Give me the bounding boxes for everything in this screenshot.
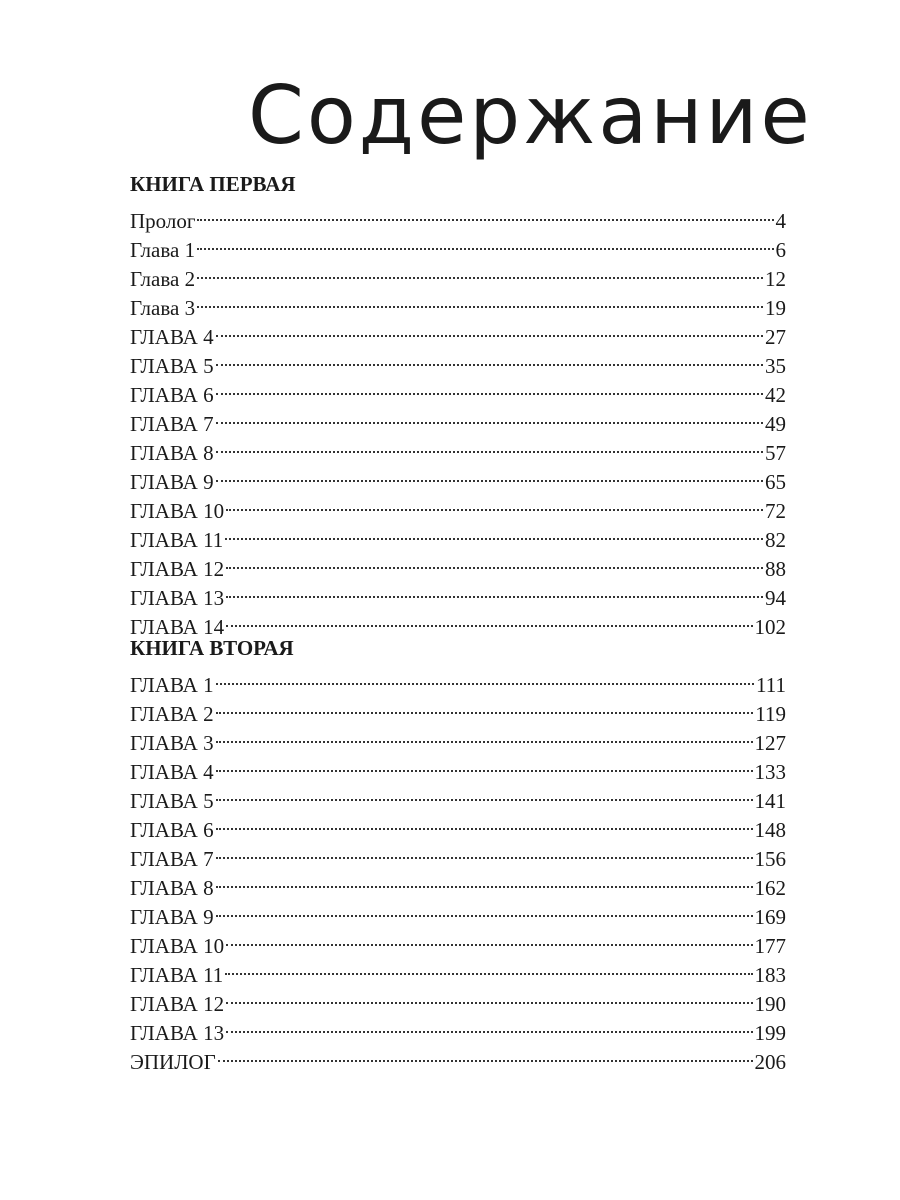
toc-entry-label: ГЛАВА 10 — [130, 934, 225, 958]
toc-entry-label: ГЛАВА 1 — [130, 673, 214, 697]
dot-leader — [226, 924, 752, 953]
toc-entry — [130, 257, 786, 291]
dot-leader — [226, 489, 763, 518]
toc-entry-label: ЭПИЛОГ — [130, 1050, 216, 1074]
toc-entry-page-number: 102 — [754, 615, 786, 639]
toc-entry-page-number: 183 — [754, 963, 786, 987]
toc-entry-label: ГЛАВА 7 — [130, 412, 214, 436]
dot-leader — [216, 750, 753, 779]
toc-entry-label: ГЛАВА 9 — [130, 470, 214, 494]
dot-leader — [216, 431, 763, 460]
toc-entry-page-number: 133 — [754, 760, 786, 784]
toc-entry-label: ГЛАВА 11 — [130, 963, 224, 987]
dot-leader — [197, 286, 763, 315]
toc-entry-page-number: 88 — [765, 557, 786, 581]
dot-leader — [226, 576, 763, 605]
toc-entry-page-number: 177 — [754, 934, 786, 958]
toc-entry — [130, 721, 786, 755]
toc-entry — [130, 431, 786, 465]
toc-entry — [130, 1011, 786, 1045]
dot-leader — [216, 460, 763, 489]
toc-entry — [130, 576, 786, 610]
book-heading: КНИГА ВТОРАЯ — [130, 636, 294, 660]
toc-entry-page-number: 141 — [754, 789, 786, 813]
toc-entry-label: ГЛАВА 4 — [130, 760, 214, 784]
toc-entry — [130, 344, 786, 378]
dot-leader — [225, 518, 763, 547]
dot-leader — [197, 228, 773, 257]
toc-entry-label: ГЛАВА 12 — [130, 992, 225, 1016]
dot-leader — [216, 402, 763, 431]
toc-entry-label: ГЛАВА 5 — [130, 789, 214, 813]
dot-leader — [216, 866, 753, 895]
toc-entry — [130, 1040, 786, 1074]
toc-entry-label: ГЛАВА 14 — [130, 615, 225, 639]
dot-leader — [226, 605, 752, 634]
dot-leader — [216, 344, 763, 373]
toc-entry-label: ГЛАВА 12 — [130, 557, 225, 581]
dot-leader — [226, 982, 752, 1011]
dot-leader — [216, 895, 753, 924]
toc-entry-page-number: 19 — [765, 296, 786, 320]
toc-entry — [130, 402, 786, 436]
toc-entry-label: ГЛАВА 6 — [130, 383, 214, 407]
toc-entry — [130, 663, 786, 697]
toc-entry-page-number: 35 — [765, 354, 786, 378]
toc-entry — [130, 924, 786, 958]
toc-entry — [130, 373, 786, 407]
toc-entry-label: ГЛАВА 5 — [130, 354, 214, 378]
toc-entry-page-number: 119 — [755, 702, 786, 726]
toc-entry — [130, 228, 786, 262]
page-title: Содержание — [248, 69, 813, 162]
dot-leader — [226, 1011, 752, 1040]
toc-entry — [130, 750, 786, 784]
toc-entry — [130, 605, 786, 639]
toc-entry-label: ГЛАВА 8 — [130, 441, 214, 465]
toc-entry-label: ГЛАВА 7 — [130, 847, 214, 871]
toc-entry — [130, 837, 786, 871]
dot-leader — [216, 808, 753, 837]
dot-leader — [216, 779, 753, 808]
toc-entry-page-number: 127 — [754, 731, 786, 755]
toc-entry — [130, 982, 786, 1016]
toc-entry-page-number: 148 — [754, 818, 786, 842]
toc-entry — [130, 953, 786, 987]
toc-entry — [130, 866, 786, 900]
toc-entry — [130, 315, 786, 349]
toc-entry-page-number: 72 — [765, 499, 786, 523]
toc-entry-label: ГЛАВА 4 — [130, 325, 214, 349]
toc-entry — [130, 547, 786, 581]
toc-entry-label: Глава 2 — [130, 267, 196, 291]
dot-leader — [216, 721, 753, 750]
toc-entry-page-number: 169 — [754, 905, 786, 929]
table-of-contents — [130, 170, 786, 1074]
toc-entry-page-number: 199 — [754, 1021, 786, 1045]
dot-leader — [216, 315, 763, 344]
toc-entry-page-number: 162 — [754, 876, 786, 900]
dot-leader — [216, 373, 763, 402]
toc-entry-page-number: 27 — [765, 325, 786, 349]
toc-entry-label: Глава 1 — [130, 238, 196, 262]
toc-entry-page-number: 82 — [765, 528, 786, 552]
dot-leader — [216, 663, 754, 692]
toc-entry-page-number: 57 — [765, 441, 786, 465]
dot-leader — [197, 199, 773, 228]
dot-leader — [216, 692, 754, 721]
dot-leader — [226, 547, 763, 576]
toc-entry-label: ГЛАВА 9 — [130, 905, 214, 929]
dot-leader — [218, 1040, 753, 1069]
toc-entry-page-number: 4 — [775, 209, 786, 233]
toc-entry-page-number: 42 — [765, 383, 786, 407]
toc-entry-label: Глава 3 — [130, 296, 196, 320]
book-heading: КНИГА ПЕРВАЯ — [130, 172, 296, 196]
toc-entry-label: ГЛАВА 3 — [130, 731, 214, 755]
toc-entry-page-number: 12 — [765, 267, 786, 291]
toc-entry-label: ГЛАВА 13 — [130, 586, 225, 610]
toc-entry-page-number: 111 — [756, 673, 786, 697]
dot-leader — [216, 837, 753, 866]
toc-entry — [130, 489, 786, 523]
toc-entry-label: ГЛАВА 13 — [130, 1021, 225, 1045]
toc-entry — [130, 779, 786, 813]
dot-leader — [225, 953, 752, 982]
toc-entry — [130, 460, 786, 494]
toc-entry-label: ГЛАВА 2 — [130, 702, 214, 726]
toc-entry-page-number: 156 — [754, 847, 786, 871]
toc-entry-label: Пролог — [130, 209, 196, 233]
toc-entry-label: ГЛАВА 8 — [130, 876, 214, 900]
toc-entry-page-number: 49 — [765, 412, 786, 436]
toc-entry-page-number: 65 — [765, 470, 786, 494]
toc-entry-label: ГЛАВА 11 — [130, 528, 224, 552]
toc-entry — [130, 692, 786, 726]
dot-leader — [197, 257, 763, 286]
toc-entry-page-number: 94 — [765, 586, 786, 610]
toc-entry — [130, 199, 786, 233]
toc-entry — [130, 518, 786, 552]
toc-entry — [130, 286, 786, 320]
toc-entry-label: ГЛАВА 6 — [130, 818, 214, 842]
toc-entry-page-number: 206 — [754, 1050, 786, 1074]
toc-entry-label: ГЛАВА 10 — [130, 499, 225, 523]
toc-entry-page-number: 6 — [775, 238, 786, 262]
toc-entry — [130, 895, 786, 929]
toc-entry-page-number: 190 — [754, 992, 786, 1016]
toc-entry — [130, 808, 786, 842]
